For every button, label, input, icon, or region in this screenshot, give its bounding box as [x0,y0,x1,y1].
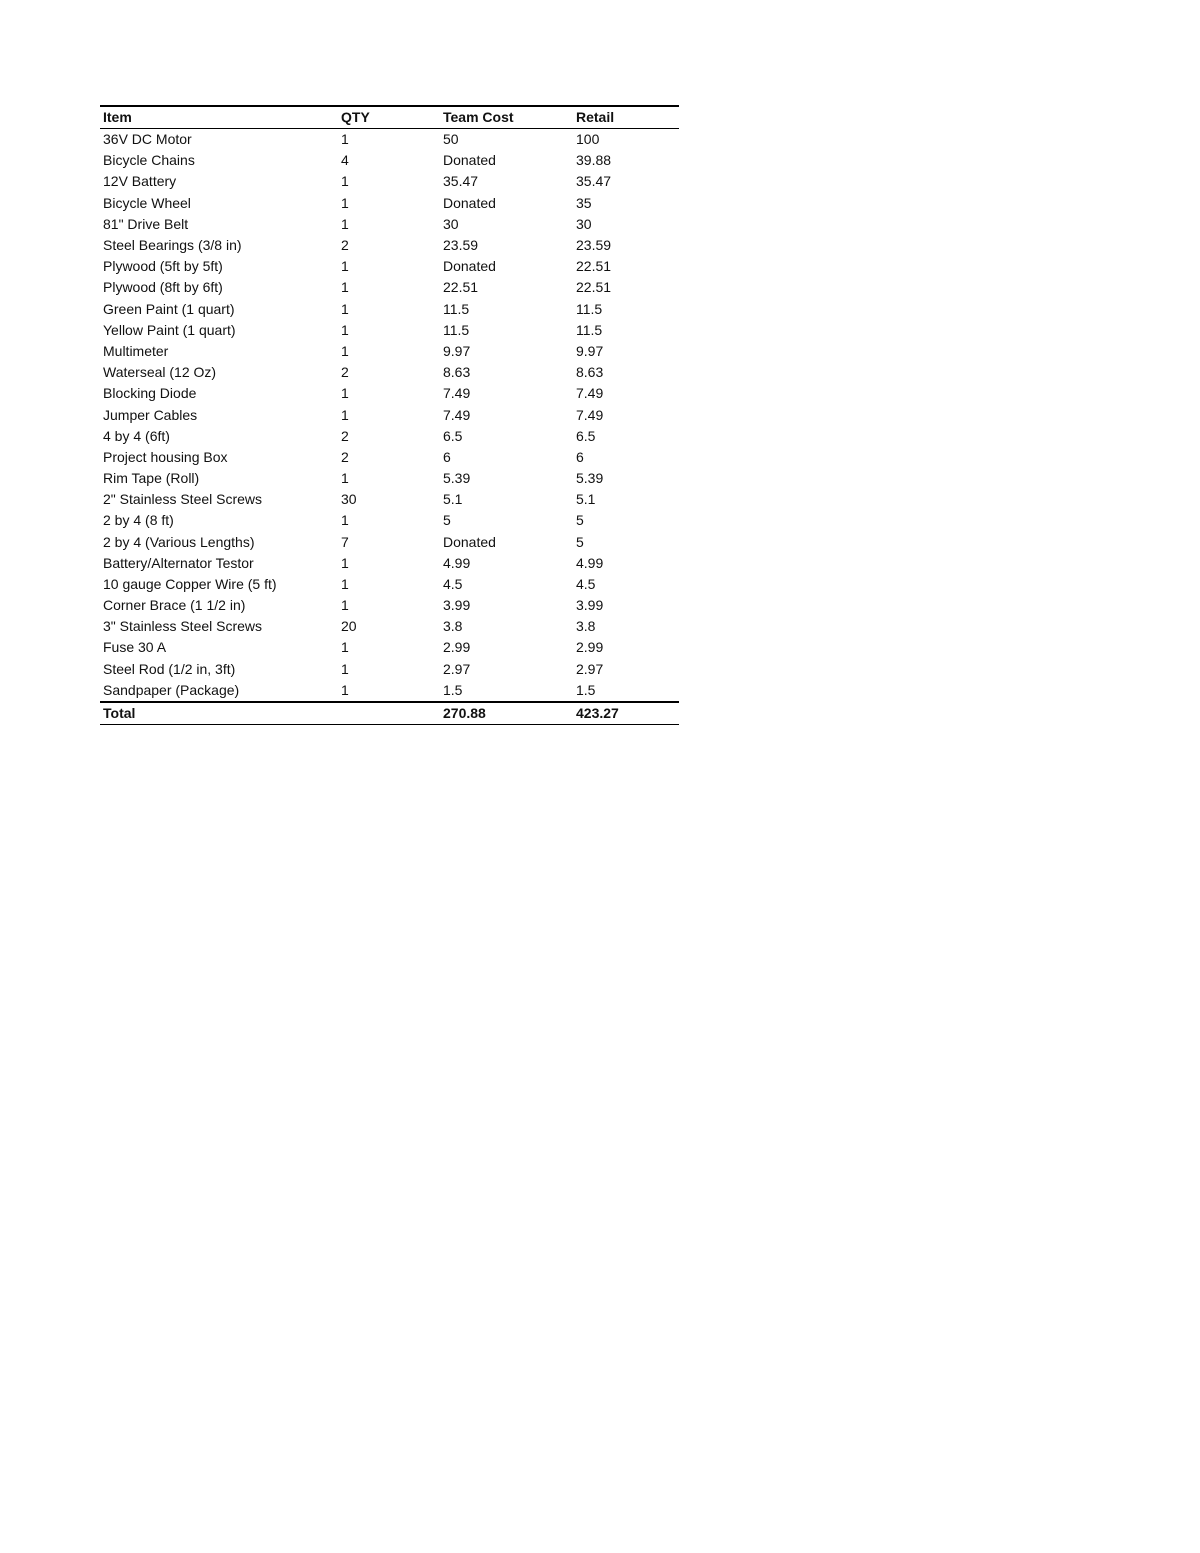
cell-retail: 35 [576,194,592,211]
cell-item: 36V DC Motor [103,131,192,148]
table-row [100,256,679,277]
table-row [100,659,679,680]
cell-retail: 5 [576,512,584,529]
cell-team-cost: 2.97 [443,660,471,677]
cell-retail: 8.63 [576,364,604,381]
cell-qty: 1 [341,597,349,614]
cell-retail: 2.99 [576,639,604,656]
cell-retail: 4.5 [576,575,596,592]
cell-qty: 30 [341,491,357,508]
cell-item: Jumper Cables [103,406,198,423]
table-row [100,235,679,256]
cell-qty: 1 [341,554,349,571]
total-retail: 423.27 [576,704,619,721]
table-row [100,637,679,658]
table-row [100,553,679,574]
total-row [100,702,679,725]
cell-item: Plywood (5ft by 5ft) [103,258,223,275]
cell-team-cost: 6.5 [443,427,463,444]
cell-team-cost: 7.49 [443,385,471,402]
cell-retail: 3.8 [576,618,596,635]
cell-retail: 35.47 [576,173,612,190]
cell-retail: 22.51 [576,258,612,275]
cell-team-cost: 22.51 [443,279,479,296]
cell-team-cost: Donated [443,258,496,275]
header-team-cost: Team Cost [443,109,514,125]
cell-item: Multimeter [103,342,169,359]
cell-qty: 1 [341,215,349,232]
cell-item: Green Paint (1 quart) [103,300,235,317]
cell-team-cost: 5 [443,512,451,529]
cell-team-cost: 11.5 [443,300,470,317]
cost-sheet [100,105,679,725]
cell-qty: 1 [341,681,349,698]
cell-item: 12V Battery [103,173,177,190]
table-row [100,362,679,383]
cell-retail: 100 [576,131,600,148]
cell-team-cost: 11.5 [443,321,470,338]
cell-qty: 1 [341,406,349,423]
header-item: Item [103,109,132,125]
table-row [100,404,679,425]
cell-retail: 39.88 [576,152,612,169]
cell-team-cost: 8.63 [443,364,471,381]
table-row [100,574,679,595]
cell-item: Battery/Alternator Testor [103,554,254,571]
cell-item: Bicycle Chains [103,152,195,169]
cell-qty: 2 [341,237,349,254]
cell-retail: 5.1 [576,491,596,508]
cell-retail: 30 [576,215,592,232]
cell-qty: 1 [341,173,349,190]
cell-retail: 22.51 [576,279,612,296]
cell-item: Yellow Paint (1 quart) [103,321,236,338]
cell-qty: 20 [341,618,357,635]
cell-team-cost: 5.39 [443,470,471,487]
table-row [100,299,679,320]
cell-team-cost: 6 [443,448,451,465]
cell-qty: 7 [341,533,349,550]
cell-qty: 1 [341,131,349,148]
cell-retail: 4.99 [576,554,604,571]
cell-item: Sandpaper (Package) [103,681,240,698]
table-row [100,595,679,616]
cell-retail: 3.99 [576,597,604,614]
cell-item: Bicycle Wheel [103,194,191,211]
cell-qty: 1 [341,385,349,402]
cell-qty: 1 [341,512,349,529]
cell-item: 2 by 4 (Various Lengths) [103,533,255,550]
cost-table [100,105,679,725]
table-row [100,532,679,553]
cell-qty: 1 [341,342,349,359]
cell-retail: 9.97 [576,342,604,359]
cell-item: 81" Drive Belt [103,215,189,232]
cell-retail: 11.5 [576,300,603,317]
cell-qty: 1 [341,470,349,487]
cell-item: Waterseal (12 Oz) [103,364,217,381]
cell-team-cost: 4.5 [443,575,463,592]
cell-qty: 2 [341,427,349,444]
cell-qty: 1 [341,575,349,592]
cell-item: 2" Stainless Steel Screws [103,491,263,508]
cell-retail: 23.59 [576,237,612,254]
cell-qty: 1 [341,660,349,677]
cell-retail: 6.5 [576,427,596,444]
cell-item: Plywood (8ft by 6ft) [103,279,223,296]
table-row [100,320,679,341]
header-row [100,106,679,129]
cell-team-cost: 2.99 [443,639,471,656]
cell-team-cost: 23.59 [443,237,479,254]
cell-item: Blocking Diode [103,385,197,402]
header-retail: Retail [576,109,615,125]
cell-item: 3" Stainless Steel Screws [103,618,263,635]
table-body [100,129,679,702]
cell-retail: 6 [576,448,584,465]
table-row [100,150,679,171]
cell-item: Rim Tape (Roll) [103,470,200,487]
header-qty: QTY [341,109,370,125]
cell-team-cost: 50 [443,131,459,148]
cell-item: Steel Bearings (3/8 in) [103,237,242,254]
cell-item: Project housing Box [103,448,228,465]
cell-item: Corner Brace (1 1/2 in) [103,597,246,614]
cell-team-cost: 4.99 [443,554,471,571]
cell-team-cost: 35.47 [443,173,479,190]
table-row [100,214,679,235]
cell-item: Fuse 30 A [103,639,167,656]
table-row [100,489,679,510]
cell-item: 10 gauge Copper Wire (5 ft) [103,575,277,592]
table-row [100,468,679,489]
cell-retail: 1.5 [576,681,596,698]
cell-team-cost: 30 [443,215,459,232]
table-row [100,277,679,298]
cell-retail: 5.39 [576,470,604,487]
cell-team-cost: Donated [443,533,496,550]
cell-team-cost: 3.99 [443,597,471,614]
table-row [100,193,679,214]
table-row [100,383,679,404]
cell-qty: 2 [341,448,349,465]
table-row [100,171,679,192]
cell-item: Steel Rod (1/2 in, 3ft) [103,660,236,677]
cell-retail: 7.49 [576,385,604,402]
cell-item: 4 by 4 (6ft) [103,427,170,444]
cell-item: 2 by 4 (8 ft) [103,512,174,529]
cell-team-cost: 7.49 [443,406,471,423]
cell-retail: 2.97 [576,660,604,677]
cell-qty: 2 [341,364,349,381]
total-qty [338,702,440,725]
table-row [100,341,679,362]
total-label: Total [103,704,136,721]
cell-qty: 1 [341,279,349,296]
cell-qty: 1 [341,194,349,211]
cell-retail: 11.5 [576,321,603,338]
cell-qty: 4 [341,152,349,169]
table-row [100,510,679,531]
cell-qty: 1 [341,258,349,275]
table-row [100,616,679,637]
cell-team-cost: 1.5 [443,681,463,698]
total-team-cost: 270.88 [443,704,486,721]
cell-team-cost: 9.97 [443,342,471,359]
cell-team-cost: 3.8 [443,618,463,635]
table-row [100,447,679,468]
cell-qty: 1 [341,321,349,338]
cell-retail: 5 [576,533,584,550]
cell-team-cost: Donated [443,194,496,211]
table-row [100,680,679,702]
cell-team-cost: Donated [443,152,496,169]
cell-team-cost: 5.1 [443,491,463,508]
cell-retail: 7.49 [576,406,604,423]
cell-qty: 1 [341,639,349,656]
table-row [100,426,679,447]
cell-qty: 1 [341,300,349,317]
table-row [100,129,679,151]
